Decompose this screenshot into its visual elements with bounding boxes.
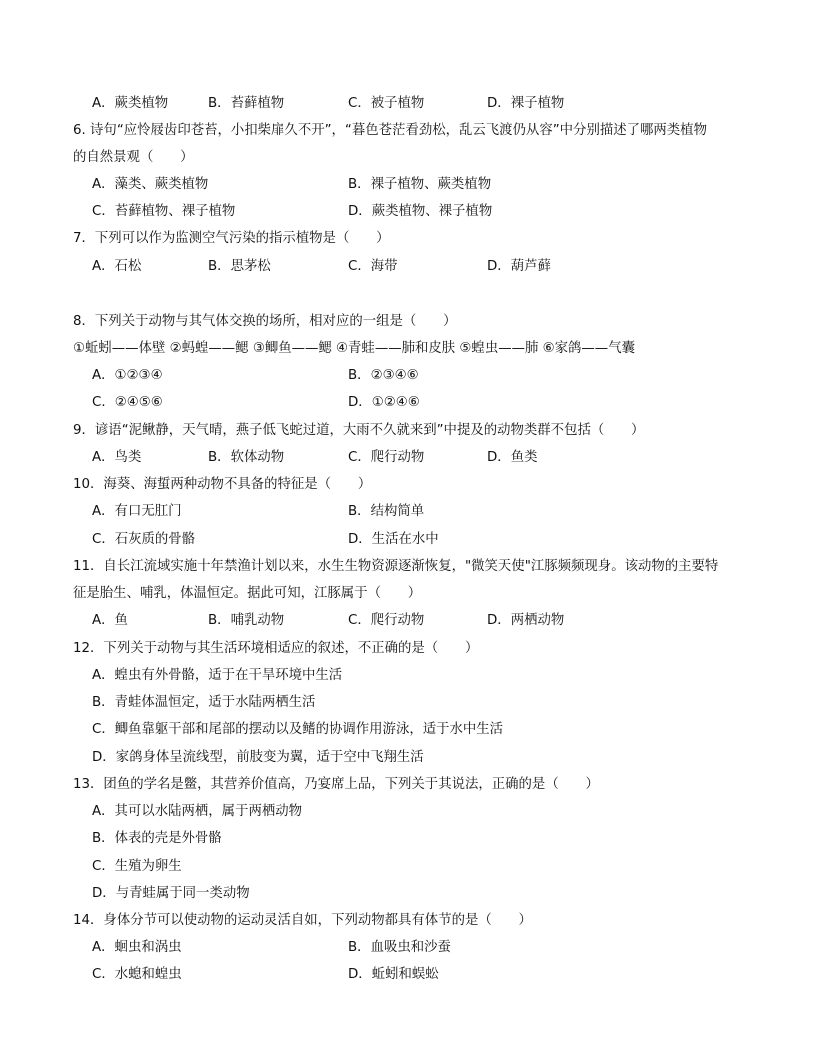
options-row [0, 830, 816, 848]
options-row [0, 939, 816, 957]
options-row [0, 749, 816, 767]
answer-option: B．体表的壳是外骨骼 [92, 831, 222, 846]
answer-option: B．思茅松 [208, 259, 271, 274]
options-row [0, 394, 816, 412]
answer-option: A．蝗虫有外骨骼，适于在干旱环境中生活 [92, 668, 343, 683]
question-line: 7．下列可以作为监测空气污染的指示植物是（ ） [73, 231, 390, 246]
options-row [0, 612, 816, 630]
answer-option: A．蛔虫和涡虫 [92, 940, 182, 955]
answer-option: B．②③④⑥ [348, 368, 419, 383]
answer-option: D．生活在水中 [348, 532, 439, 547]
question-line: 10．海葵、海蜇两种动物不具备的特征是（ ） [73, 477, 372, 492]
answer-option: A．其可以水陆两栖，属于两栖动物 [92, 804, 303, 819]
answer-option: A．藻类、蕨类植物 [92, 177, 209, 192]
answer-option: A．鸟类 [92, 450, 142, 465]
answer-option: B．软体动物 [208, 450, 285, 465]
options-row [0, 449, 816, 467]
answer-option: C．生殖为卵生 [92, 859, 182, 874]
answer-option: A．蕨类植物 [92, 96, 169, 111]
answer-option: D．两栖动物 [487, 613, 565, 628]
answer-option: D．葫芦藓 [487, 259, 551, 274]
answer-option: A．①②③④ [92, 368, 163, 383]
options-row [0, 966, 816, 984]
answer-option: C．鲫鱼靠躯干部和尾部的摆动以及鳍的协调作用游泳，适于水中生活 [92, 722, 504, 737]
question-line: 11．自长江流域实施十年禁渔计划以来，水生生物资源逐渐恢复，"微笑天使"江豚频频现身。该动物的主要特 [73, 559, 719, 574]
options-row [0, 258, 816, 276]
answer-option: A．石松 [92, 259, 142, 274]
question-line: ①蚯蚓——体壁 ②蚂蝗——鳃 ③鲫鱼——鳃 ④青蛙——肺和皮肤 ⑤蝗虫——肺 ⑥家鸽——气囊 [73, 341, 635, 356]
options-row [0, 803, 816, 821]
question-line: 征是胎生、哺乳，体温恒定。据此可知，江豚属于（ ） [73, 586, 422, 601]
answer-option: B．结构简单 [348, 504, 425, 519]
answer-option: D．家鸽身体呈流线型，前肢变为翼，适于空中飞翔生活 [92, 750, 424, 765]
answer-option: D．蚯蚓和蜈蚣 [348, 967, 439, 982]
answer-option: D．与青蛙属于同一类动物 [92, 886, 250, 901]
answer-option: D．鱼类 [487, 450, 538, 465]
options-row [0, 531, 816, 549]
answer-option: B．哺乳动物 [208, 613, 285, 628]
answer-option: D．①②④⑥ [348, 395, 420, 410]
question-line: 9．谚语“泥鳅静，天气晴，燕子低飞蛇过道，大雨不久就来到”中提及的动物类群不包括（ ） [73, 423, 645, 438]
options-row [0, 721, 816, 739]
options-row [0, 203, 816, 221]
answer-option: D．裸子植物 [487, 96, 565, 111]
answer-option: C．石灰质的骨骼 [92, 532, 196, 547]
answer-option: C．②④⑤⑥ [92, 395, 163, 410]
options-row [0, 95, 816, 113]
options-row [0, 503, 816, 521]
options-row [0, 667, 816, 685]
options-row [0, 176, 816, 194]
answer-option: B．血吸虫和沙蚕 [348, 940, 451, 955]
question-line: 6. 诗句“应怜屐齿印苍苔，小扣柴扉久不开”，“暮色苍茫看劲松，乱云飞渡仍从容”中分别描述了哪两类植物 [73, 123, 707, 138]
options-row [0, 885, 816, 903]
options-row [0, 367, 816, 385]
question-line: 13．团鱼的学名是鳖，其营养价值高，乃宴席上品，下列关于其说法，正确的是（ ） [73, 777, 599, 792]
answer-option: B．苔藓植物 [208, 96, 285, 111]
answer-option: C．苔藓植物、裸子植物 [92, 204, 236, 219]
question-line: 14．身体分节可以使动物的运动灵活自如，下列动物都具有体节的是（ ） [73, 913, 532, 928]
answer-option: B．裸子植物、蕨类植物 [348, 177, 492, 192]
answer-option: B．青蛙体温恒定，适于水陆两栖生活 [92, 695, 316, 710]
options-row [0, 694, 816, 712]
answer-option: C．海带 [348, 259, 398, 274]
answer-option: C．爬行动物 [348, 613, 425, 628]
answer-option: C．爬行动物 [348, 450, 425, 465]
options-row [0, 858, 816, 876]
answer-option: C．水螅和蝗虫 [92, 967, 182, 982]
answer-option: D．蕨类植物、裸子植物 [348, 204, 493, 219]
question-line: 的自然景观（ ） [73, 150, 194, 165]
question-line: 8．下列关于动物与其气体交换的场所，相对应的一组是（ ） [73, 314, 457, 329]
answer-option: C．被子植物 [348, 96, 425, 111]
question-line: 12．下列关于动物与其生活环境相适应的叙述，不正确的是（ ） [73, 641, 479, 656]
answer-option: A．有口无肛门 [92, 504, 182, 519]
answer-option: A．鱼 [92, 613, 128, 628]
